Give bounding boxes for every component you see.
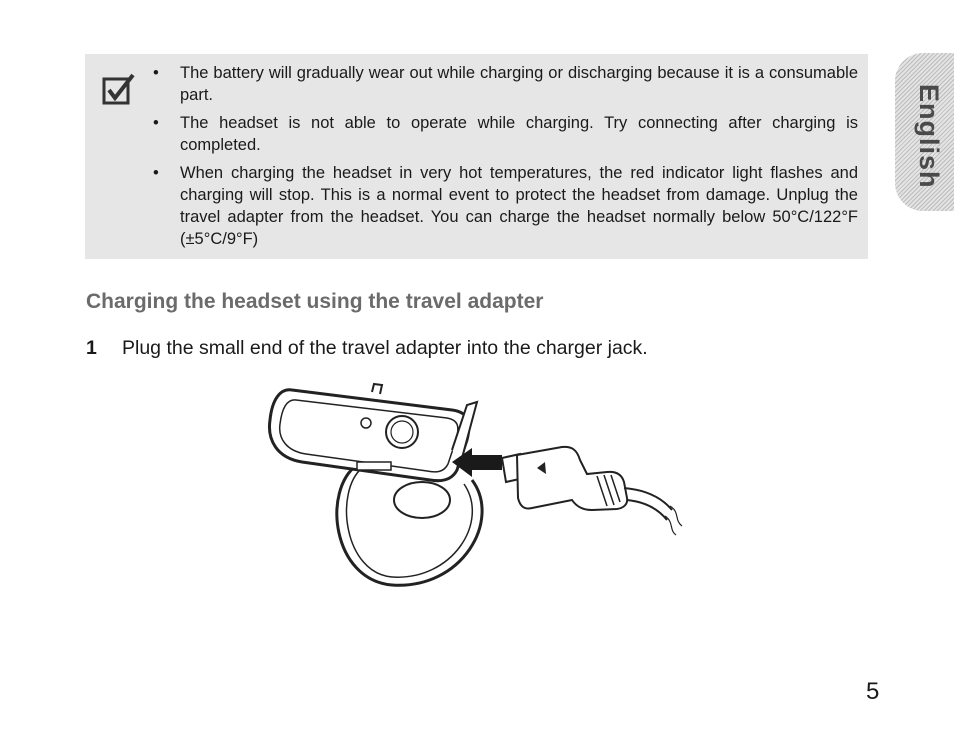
step-number: 1 [86, 337, 97, 359]
note-text: The battery will gradually wear out while charging or discharging because it is a consumable part. [180, 64, 858, 104]
note-box [85, 54, 868, 259]
note-item [153, 62, 858, 106]
note-text: The headset is not able to operate while charging. Try connecting after charging is completed. [180, 114, 858, 154]
bullet-icon: • [153, 64, 159, 82]
note-text: When charging the headset in very hot temperatures, the red indicator light flashes and charging will stop. This is a normal event to protect the headset from damage. Unplug the travel adapter from the headset. You can charge the headset normally below 50°C/122°F (±5°C/9°F) [180, 164, 858, 248]
headset-charging-illustration [262, 380, 702, 595]
note-list [153, 62, 858, 256]
bullet-icon: • [153, 114, 159, 132]
note-item [153, 112, 858, 156]
section-title: Charging the headset using the travel adapter [86, 290, 544, 313]
language-tab-label: English [914, 84, 944, 189]
note-item [153, 162, 858, 250]
earbud [394, 482, 450, 518]
adapter-cable [624, 488, 672, 520]
bullet-icon: • [153, 164, 159, 182]
adapter-head [517, 447, 627, 510]
step-text: Plug the small end of the travel adapter into the charger jack. [122, 337, 648, 359]
step-item [86, 337, 648, 360]
page-number: 5 [866, 678, 880, 705]
checkbox-icon [102, 73, 136, 105]
